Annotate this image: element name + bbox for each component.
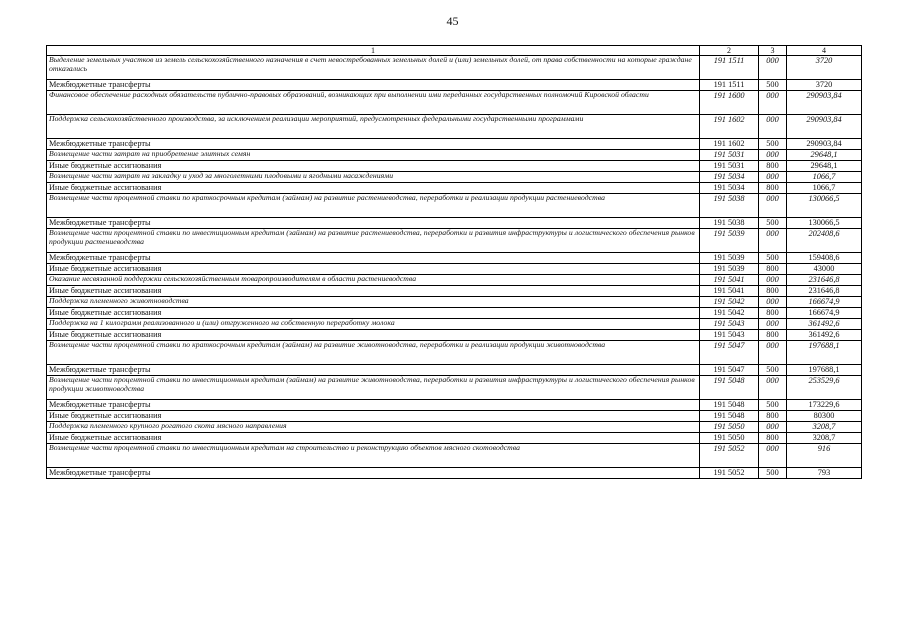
table-row [47,56,862,80]
row-type-cell: 000 [759,115,787,139]
row-name-cell: Поддержка племенного крупного рогатого скота мясного направления [47,422,700,433]
row-code-cell: 191 5031 [700,161,759,172]
row-name-cell: Межбюджетные трансферты [47,468,700,479]
row-sum-cell: 361492,6 [787,330,862,341]
row-name-cell: Поддержка на 1 килограмм реализованного и (или) отгруженного на собственную переработку молока [47,319,700,330]
row-type-cell: 000 [759,297,787,308]
table-row [47,183,862,194]
row-sum-cell: 231646,8 [787,286,862,297]
header-row [47,46,862,56]
row-type-cell: 500 [759,253,787,264]
row-name-cell: Иные бюджетные ассигнования [47,330,700,341]
budget-table-body [47,46,862,479]
row-type-cell: 500 [759,139,787,150]
table-row [47,297,862,308]
row-name-cell: Иные бюджетные ассигнования [47,161,700,172]
row-name-cell: Межбюджетные трансферты [47,365,700,376]
row-type-cell: 500 [759,80,787,91]
row-type-cell: 000 [759,172,787,183]
row-sum-cell: 253529,6 [787,376,862,400]
row-name-cell: Межбюджетные трансферты [47,253,700,264]
row-type-cell: 000 [759,56,787,80]
row-code-cell: 191 5034 [700,172,759,183]
row-sum-cell: 916 [787,444,862,468]
header-col-1: 1 [47,46,700,56]
row-code-cell: 191 5048 [700,411,759,422]
table-row [47,365,862,376]
row-sum-cell: 197688,1 [787,341,862,365]
table-row [47,330,862,341]
table-row [47,275,862,286]
row-sum-cell: 166674,9 [787,297,862,308]
row-code-cell: 191 5050 [700,433,759,444]
header-col-4: 4 [787,46,862,56]
row-code-cell: 191 5031 [700,150,759,161]
row-name-cell: Поддержка племенного животноводства [47,297,700,308]
row-code-cell: 191 5039 [700,264,759,275]
table-row [47,444,862,468]
row-sum-cell: 80300 [787,411,862,422]
row-sum-cell: 3720 [787,56,862,80]
row-code-cell: 191 1511 [700,80,759,91]
row-type-cell: 500 [759,468,787,479]
row-type-cell: 500 [759,365,787,376]
table-row [47,194,862,218]
table-row [47,150,862,161]
row-type-cell: 500 [759,218,787,229]
table-row [47,80,862,91]
table-row [47,411,862,422]
row-name-cell: Иные бюджетные ассигнования [47,264,700,275]
row-sum-cell: 130066,5 [787,194,862,218]
row-sum-cell: 159408,6 [787,253,862,264]
table-row [47,161,862,172]
row-name-cell: Выделение земельных участков из земель сельскохозяйственного назначения в счет невостребованных земельных долей и (или) земельных долей, от права собственности на которые граждане отказались [47,56,700,80]
row-type-cell: 800 [759,264,787,275]
table-row [47,115,862,139]
row-code-cell: 191 5047 [700,341,759,365]
table-row [47,218,862,229]
row-name-cell: Возмещение части процентной ставки по инвестиционным кредитам на строительство и реконструкцию объектов мясного скотоводства [47,444,700,468]
row-code-cell: 191 5041 [700,286,759,297]
row-sum-cell: 202408,6 [787,229,862,253]
row-type-cell: 800 [759,411,787,422]
row-sum-cell: 166674,9 [787,308,862,319]
row-type-cell: 800 [759,161,787,172]
table-row [47,91,862,115]
row-code-cell: 191 5052 [700,468,759,479]
row-type-cell: 800 [759,330,787,341]
row-type-cell: 000 [759,150,787,161]
budget-table [46,45,862,479]
row-code-cell: 191 5047 [700,365,759,376]
row-name-cell: Иные бюджетные ассигнования [47,433,700,444]
table-row [47,468,862,479]
table-row [47,264,862,275]
row-name-cell: Возмещение части процентной ставки по краткосрочным кредитам (займам) на развитие животноводства, переработки и реализации продукции животноводства [47,341,700,365]
row-sum-cell: 130066,5 [787,218,862,229]
row-sum-cell: 43000 [787,264,862,275]
header-col-3: 3 [759,46,787,56]
row-sum-cell: 3208,7 [787,433,862,444]
row-sum-cell: 290903,84 [787,91,862,115]
table-row [47,376,862,400]
row-code-cell: 191 1602 [700,139,759,150]
row-code-cell: 191 5043 [700,330,759,341]
row-name-cell: Межбюджетные трансферты [47,80,700,91]
row-type-cell: 000 [759,319,787,330]
row-type-cell: 000 [759,194,787,218]
row-sum-cell: 231646,8 [787,275,862,286]
row-code-cell: 191 5052 [700,444,759,468]
row-sum-cell: 361492,6 [787,319,862,330]
row-name-cell: Финансовое обеспечение расходных обязательств публично-правовых образований, возникающих при выполнении ими переданных государственных полномочий Кировской области [47,91,700,115]
table-row [47,286,862,297]
row-name-cell: Межбюджетные трансферты [47,400,700,411]
row-type-cell: 000 [759,376,787,400]
row-code-cell: 191 5042 [700,297,759,308]
row-sum-cell: 1066,7 [787,172,862,183]
table-row [47,422,862,433]
row-type-cell: 000 [759,229,787,253]
table-row [47,229,862,253]
row-type-cell: 000 [759,275,787,286]
row-code-cell: 191 5041 [700,275,759,286]
row-name-cell: Возмещение части процентной ставки по инвестиционным кредитам (займам) на развитие растениеводства, переработки и развития инфраструктуры и логистического обеспечения рынков продукции растениеводства [47,229,700,253]
row-name-cell: Иные бюджетные ассигнования [47,308,700,319]
row-code-cell: 191 1600 [700,91,759,115]
row-name-cell: Возмещение части затрат на закладку и уход за многолетними плодовыми и ягодными насаждениями [47,172,700,183]
row-code-cell: 191 5039 [700,253,759,264]
row-sum-cell: 29648,1 [787,150,862,161]
row-code-cell: 191 5039 [700,229,759,253]
row-sum-cell: 1066,7 [787,183,862,194]
table-row [47,341,862,365]
row-type-cell: 800 [759,308,787,319]
row-name-cell: Поддержка сельскохозяйственного производства, за исключением реализации мероприятий, предусмотренных федеральными государственными программами [47,115,700,139]
page-number: 45 [446,14,459,28]
row-code-cell: 191 5038 [700,218,759,229]
row-type-cell: 800 [759,286,787,297]
row-type-cell: 500 [759,400,787,411]
row-sum-cell: 3208,7 [787,422,862,433]
row-type-cell: 000 [759,444,787,468]
row-sum-cell: 290903,84 [787,139,862,150]
table-row [47,400,862,411]
row-code-cell: 191 5043 [700,319,759,330]
row-name-cell: Межбюджетные трансферты [47,139,700,150]
row-name-cell: Возмещение части процентной ставки по инвестиционным кредитам (займам) на развитие животноводства, переработки и развития инфраструктуры и логистического обеспечения рынков продукции животноводства [47,376,700,400]
row-code-cell: 191 5048 [700,400,759,411]
row-sum-cell: 173229,6 [787,400,862,411]
row-name-cell: Возмещение части процентной ставки по краткосрочным кредитам (займам) на развитие растениеводства, переработки и реализации продукции растениеводства [47,194,700,218]
row-type-cell: 000 [759,341,787,365]
row-name-cell: Иные бюджетные ассигнования [47,286,700,297]
row-type-cell: 000 [759,422,787,433]
row-sum-cell: 3720 [787,80,862,91]
header-col-2: 2 [700,46,759,56]
row-name-cell: Межбюджетные трансферты [47,218,700,229]
row-code-cell: 191 5042 [700,308,759,319]
table-row [47,319,862,330]
row-type-cell: 800 [759,183,787,194]
row-code-cell: 191 5034 [700,183,759,194]
row-code-cell: 191 5038 [700,194,759,218]
row-name-cell: Иные бюджетные ассигнования [47,183,700,194]
row-code-cell: 191 1602 [700,115,759,139]
table-row [47,308,862,319]
table-row [47,172,862,183]
table-row [47,253,862,264]
row-code-cell: 191 5050 [700,422,759,433]
row-name-cell: Возмещение части затрат на приобретение элитных семян [47,150,700,161]
table-row [47,433,862,444]
row-sum-cell: 197688,1 [787,365,862,376]
row-code-cell: 191 1511 [700,56,759,80]
row-name-cell: Оказание несвязанной поддержки сельскохозяйственным товаропроизводителям в области растениеводства [47,275,700,286]
row-type-cell: 000 [759,91,787,115]
table-row [47,139,862,150]
row-type-cell: 800 [759,433,787,444]
row-sum-cell: 29648,1 [787,161,862,172]
row-sum-cell: 290903,84 [787,115,862,139]
row-sum-cell: 793 [787,468,862,479]
row-code-cell: 191 5048 [700,376,759,400]
row-name-cell: Иные бюджетные ассигнования [47,411,700,422]
